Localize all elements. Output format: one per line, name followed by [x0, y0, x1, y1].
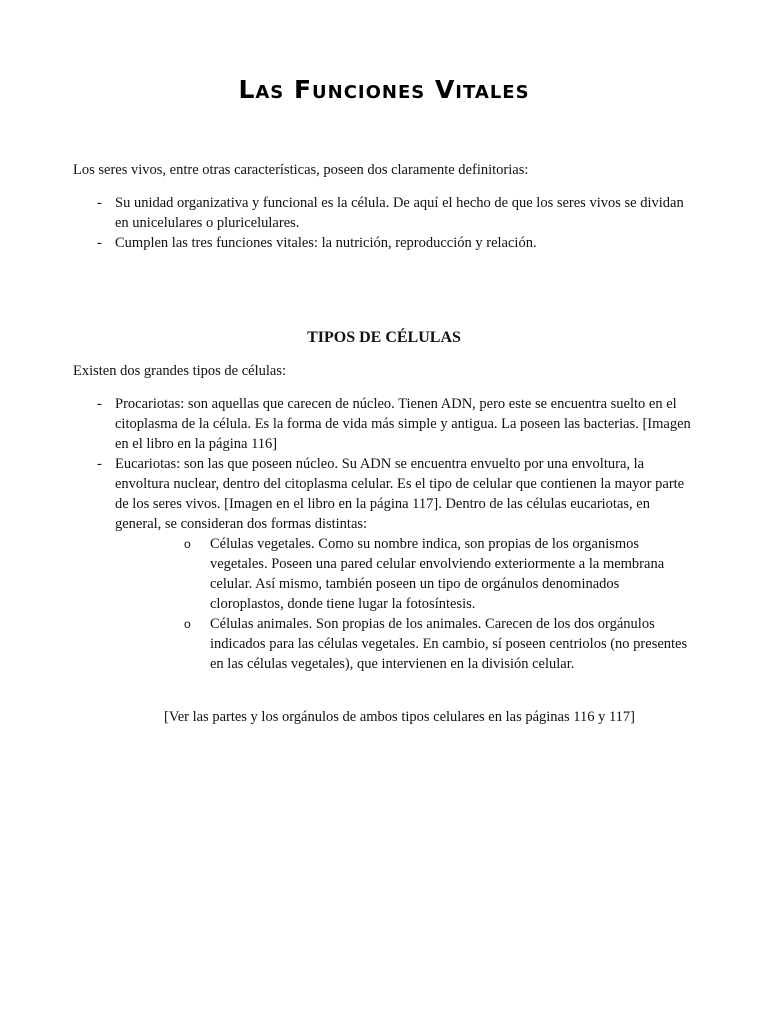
intro-paragraph: Los seres vivos, entre otras características, poseen dos claramente definitorias:	[73, 162, 529, 178]
section-intro: Existen dos grandes tipos de células:	[73, 363, 287, 379]
list-item	[73, 454, 693, 674]
list-item	[73, 394, 693, 454]
dash-marker: -	[97, 195, 102, 211]
sublist-item	[184, 614, 693, 674]
cell-types-list	[73, 394, 693, 674]
list-item-text: Eucariotas: son las que poseen núcleo. Su ADN se encuentra envuelto por una envoltura, la envoltura nuclear, dentro del citoplasma celular. Es el tipo de celular que contienen la mayor parte de los seres vivos. [Imagen en el libro en la página 117]. Dentro de las células eucariotas, en general, se consideran dos formas distintas:	[115, 456, 685, 532]
list-item-text: Su unidad organizativa y funcional es la célula. De aquí el hecho de que los seres vivos se dividan en unicelulares o pluricelulares.	[115, 195, 684, 231]
section-heading: TIPOS DE CÉLULAS	[307, 329, 461, 346]
page-reference-note: [Ver las partes y los orgánulos de ambos tipos celulares en las páginas 116 y 117]	[164, 709, 636, 725]
sublist-item-text: Células vegetales. Como su nombre indica, son propias de los organismos vegetales. Poseen una pared celular envolviendo exteriormente a la membrana celular. Así mismo, también poseen un tipo de orgánulos denominados cloroplastos, donde tiene lugar la fotosíntesis.	[210, 536, 665, 612]
list-item	[73, 233, 693, 253]
page-title: Las Funciones Vitales	[238, 75, 530, 104]
circle-bullet-icon: o	[184, 537, 191, 551]
circle-bullet-icon: o	[184, 617, 191, 631]
dash-marker: -	[97, 456, 102, 472]
eukaryote-sublist	[184, 534, 693, 674]
dash-marker: -	[97, 235, 102, 251]
sublist-item-text: Células animales. Son propias de los animales. Carecen de los dos orgánulos indicados para las células vegetales. En cambio, sí poseen centriolos (no presentes en las células vegetales), que intervienen en la división celular.	[210, 616, 688, 672]
dash-marker: -	[97, 396, 102, 412]
list-item-text: Procariotas: son aquellas que carecen de núcleo. Tienen ADN, pero este se encuentra suelto en el citoplasma de la célula. Es la forma de vida más simple y antigua. La poseen las bacterias. [Imagen en el libro en la página 116]	[115, 396, 691, 452]
list-item	[73, 193, 693, 233]
sublist-item	[184, 534, 693, 614]
list-item-text: Cumplen las tres funciones vitales: la nutrición, reproducción y relación.	[115, 235, 537, 251]
characteristics-list	[73, 193, 693, 253]
